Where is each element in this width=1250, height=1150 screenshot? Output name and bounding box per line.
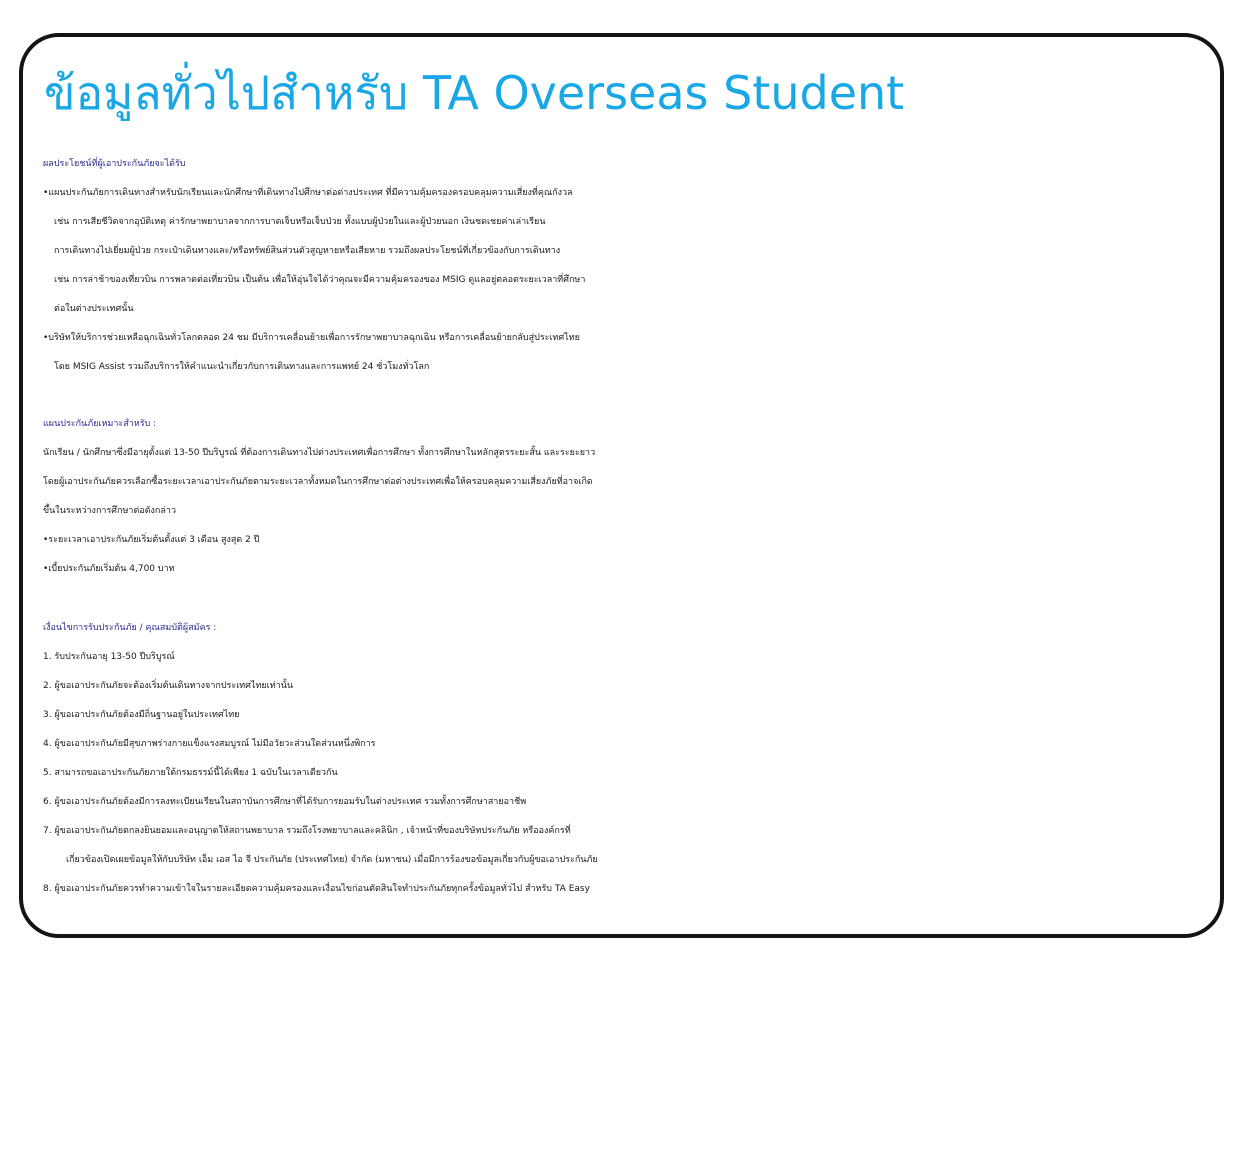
condition-item: 2. ผู้ขอเอาประกันภัยจะต้องเริ่มต้นเดินทางจากประเทศไทยเท่านั้น bbox=[43, 681, 294, 691]
benefits-heading: ผลประโยชน์ที่ผู้เอาประกันภัยจะได้รับ bbox=[43, 159, 186, 169]
benefits-section bbox=[43, 149, 1210, 382]
benefits-line: โดย MSIG Assist รวมถึงบริการให้คำแนะนำเกี่ยวกับการเดินทางและการแพทย์ 24 ชั่วโมงทั่วโลก bbox=[54, 362, 430, 372]
suitable-line: โดยผู้เอาประกันภัยควรเลือกซื้อระยะเวลาเอาประกันภัยตามระยะเวลาทั้งหมดในการศึกษาต่อต่างประเทศเพื่อให้ครอบคลุมความเสี่ยงภัยที่อาจเกิด bbox=[43, 477, 593, 487]
suitable-line: •ระยะเวลาเอาประกันภัยเริ่มต้นตั้งแต่ 3 เดือน สูงสุด 2 ปี bbox=[43, 535, 260, 545]
benefits-line: การเดินทางไปเยี่ยมผู้ป่วย กระเป๋าเดินทางและ/หรือทรัพย์สินส่วนตัวสูญหายหรือเสียหาย รวมถึงผลประโยชน์ที่เกี่ยวข้องกับการเดินทาง bbox=[54, 246, 561, 256]
condition-item-continued: เกี่ยวข้องเปิดเผยข้อมูลให้กับบริษัท เอ็ม เอส ไอ จี ประกันภัย (ประเทศไทย) จำกัด (มหาชน) เมื่อมีการร้องขอข้อมูลเกี่ยวกับผู้ขอเอาประกันภัย bbox=[66, 855, 598, 865]
condition-item: 7. ผู้ขอเอาประกันภัยตกลงยินยอมและอนุญาตให้สถานพยาบาล รวมถึงโรงพยาบาลและคลินิก , เจ้าหน้าที่ของบริษัทประกันภัย หรือองค์กรที่ bbox=[43, 826, 571, 836]
benefits-line: •แผนประกันภัยการเดินทางสำหรับนักเรียนและนักศึกษาที่เดินทางไปศึกษาต่อต่างประเทศ ที่มีความคุ้มครองครอบคลุมความเสี่ยงที่คุณกังวล bbox=[43, 188, 573, 198]
condition-item: 4. ผู้ขอเอาประกันภัยมีสุขภาพร่างกายแข็งแรงสมบูรณ์ ไม่มีอวัยวะส่วนใดส่วนหนึ่งพิการ bbox=[43, 739, 376, 749]
condition-item: 6. ผู้ขอเอาประกันภัยต้องมีการลงทะเบียนเรียนในสถาบันการศึกษาที่ได้รับการยอมรับในต่างประเทศ รวมทั้งการศึกษาสายอาชีพ bbox=[43, 797, 527, 807]
benefits-line: •บริษัทให้บริการช่วยเหลือฉุกเฉินทั่วโลกตลอด 24 ชม มีบริการเคลื่อนย้ายเพื่อการรักษาพยาบาลฉุกเฉิน หรือการเคลื่อนย้ายกลับสู่ประเทศไทย bbox=[43, 333, 580, 343]
benefits-line: ต่อในต่างประเทศนั้น bbox=[54, 304, 134, 314]
condition-item: 1. รับประกันอายุ 13-50 ปีบริบูรณ์ bbox=[43, 652, 175, 662]
condition-item: 3. ผู้ขอเอาประกันภัยต้องมีถิ่นฐานอยู่ในประเทศไทย bbox=[43, 710, 240, 720]
info-card bbox=[19, 33, 1224, 938]
conditions-section bbox=[43, 613, 1210, 904]
page-title: ข้อมูลทั่วไปสำหรับ TA Overseas Student bbox=[44, 66, 905, 120]
suitable-line: นักเรียน / นักศึกษาซึ่งมีอายุตั้งแต่ 13-50 ปีบริบูรณ์ ที่ต้องการเดินทางไปต่างประเทศเพื่อการศึกษา ทั้งการศึกษาในหลักสูตรระยะสั้น และระยะยาว bbox=[43, 448, 596, 458]
conditions-heading: เงื่อนไขการรับประกันภัย / คุณสมบัติผู้สมัคร : bbox=[43, 623, 217, 633]
condition-item: 5. สามารถขอเอาประกันภัยภายใต้กรมธรรม์นี้ได้เพียง 1 ฉบับในเวลาเดียวกัน bbox=[43, 768, 338, 778]
suitable-line: ขึ้นในระหว่างการศึกษาต่อดังกล่าว bbox=[43, 506, 177, 516]
benefits-line: เช่น การเสียชีวิตจากอุบัติเหตุ ค่ารักษาพยาบาลจากการบาดเจ็บหรือเจ็บป่วย ทั้งแบบผู้ป่วยในและผู้ป่วยนอก เงินชดเชยค่าเล่าเรียน bbox=[54, 217, 546, 227]
condition-item: 8. ผู้ขอเอาประกันภัยควรทำความเข้าใจในรายละเอียดความคุ้มครองและเงื่อนไขก่อนตัดสินใจทำประกันภัยทุกครั้งข้อมูลทั่วไป สำหรับ TA Easy bbox=[43, 884, 590, 894]
suitable-section bbox=[43, 409, 1210, 584]
suitable-line: •เบี้ยประกันภัยเริ่มต้น 4,700 บาท bbox=[43, 564, 175, 574]
suitable-heading: แผนประกันภัยเหมาะสำหรับ : bbox=[43, 419, 157, 429]
benefits-line: เช่น การล่าช้าของเที่ยวบิน การพลาดต่อเที่ยวบิน เป็นต้น เพื่อให้อุ่นใจได้ว่าคุณจะมีความคุ้มครองของ MSIG ดูแลอยู่ตลอดระยะเวลาที่ศึกษา bbox=[54, 275, 586, 285]
